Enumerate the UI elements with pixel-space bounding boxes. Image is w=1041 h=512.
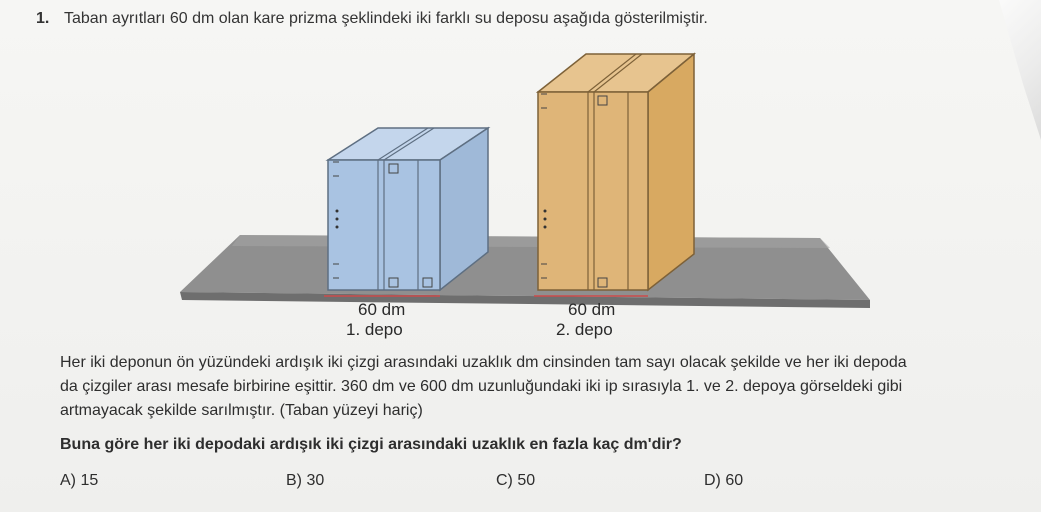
depot-2-base-label: 60 dm [568,300,616,319]
depot-1 [324,128,488,296]
choice-d[interactable]: D) 60 [704,472,744,489]
choice-b[interactable]: B) 30 [286,472,325,489]
table-highlight [232,235,830,248]
depot-2-name: 2. depo [556,320,613,339]
body-line-2: da çizgiler arası mesafe birbirine eşittir. 360 dm ve 600 dm uzunluğundaki iki ip sırasıyla 1. ve 2. depoya görseldeki gibi [60,378,903,395]
question-stem: Taban ayrıtları 60 dm olan kare prizma şeklindeki iki farklı su deposu aşağıda gösterilmiştir. [64,10,708,27]
depot-1-base-label: 60 dm [358,300,406,319]
question-prompt: Buna göre her iki depodaki ardışık iki çizgi arasındaki uzaklık en fazla kaç dm'dir? [60,436,682,453]
depot-2 [534,54,694,296]
choice-a[interactable]: A) 15 [60,472,99,489]
question-number: 1. [36,10,50,27]
depot-2-front [538,92,648,290]
choice-c[interactable]: C) 50 [496,472,536,489]
body-line-3: artmayacak şekilde sarılmıştır. (Taban yüzeyi hariç) [60,402,423,419]
depot-2-side [648,54,694,290]
depot-1-name: 1. depo [346,320,403,339]
body-line-1: Her iki deponun ön yüzündeki ardışık iki çizgi arasındaki uzaklık dm cinsinden tam sayı olacak şekilde ve her iki depoda [60,354,907,371]
